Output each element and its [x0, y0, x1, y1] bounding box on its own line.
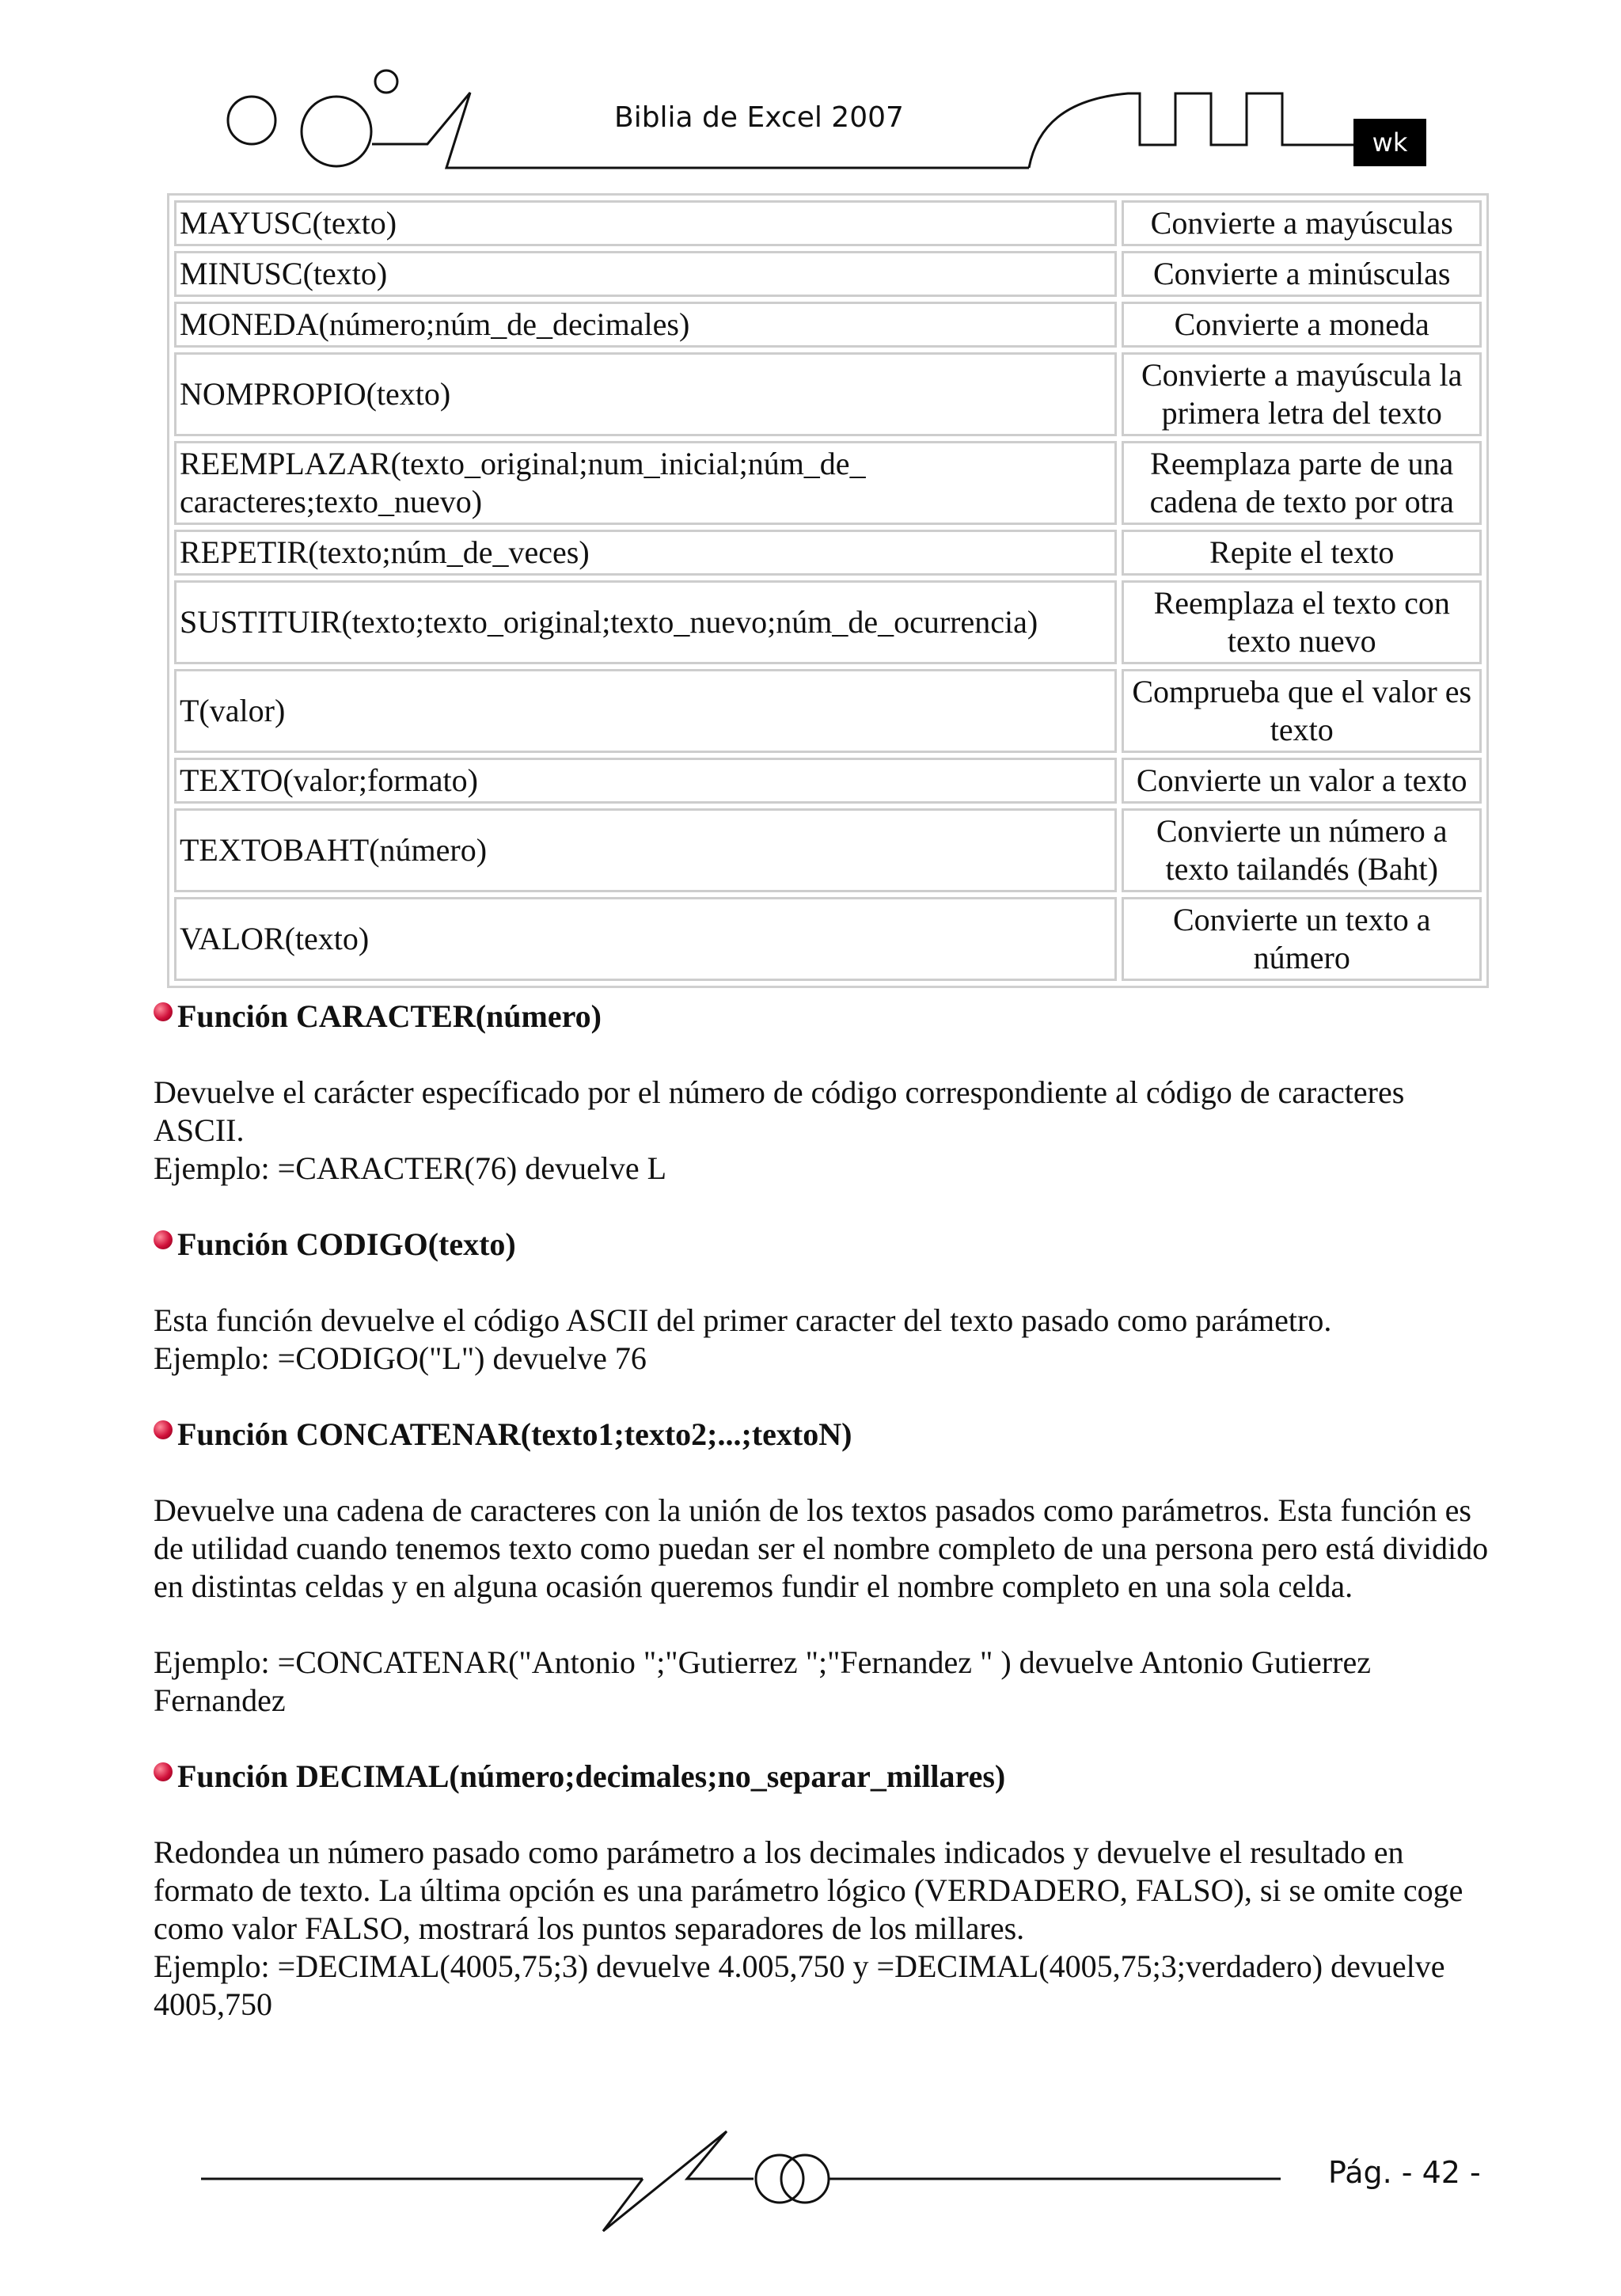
red-bullet-icon	[154, 1762, 173, 1781]
table-row	[174, 530, 1482, 576]
function-name-cell: REEMPLAZAR(texto_original;num_inicial;núm_de_ caracteres;texto_nuevo)	[174, 441, 1117, 525]
section-heading-text: Función CONCATENAR(texto1;texto2;...;textoN)	[177, 1416, 852, 1452]
table-row	[174, 302, 1482, 348]
function-description-cell: Convierte a moneda	[1122, 302, 1482, 348]
section-description: Esta función devuelve el código ASCII del primer caracter del texto pasado como parámetro.	[154, 1302, 1332, 1338]
function-description-cell: Convierte un texto a número	[1122, 897, 1482, 981]
section-codigo	[154, 1226, 1499, 1378]
function-description-cell: Convierte a mayúsculas	[1122, 200, 1482, 246]
table-row	[174, 441, 1482, 525]
function-name-cell: T(valor)	[174, 669, 1117, 753]
section-description: Devuelve una cadena de caracteres con la unión de los textos pasados como parámetros. Esta función es de utilidad cuando tenemos texto como puedan ser el nombre completo de una persona pero está dividido en distintas celdas y en alguna ocasión queremos fundir el nombre completo en una sola celda.	[154, 1492, 1489, 1604]
page-number: Pág. - 42 -	[1328, 2155, 1481, 2190]
functions-table	[167, 193, 1489, 988]
section-example: Ejemplo: =DECIMAL(4005,75;3) devuelve 4.005,750 y =DECIMAL(4005,75;3;verdadero) devuelve 4005,750	[154, 1948, 1445, 2022]
function-description-cell: Convierte un número a texto tailandés (Baht)	[1122, 808, 1482, 892]
table-row	[174, 808, 1482, 892]
function-description-cell: Convierte a mayúscula la primera letra del texto	[1122, 352, 1482, 436]
section-heading-text: Función DECIMAL(número;decimales;no_separar_millares)	[177, 1758, 1006, 1794]
section-heading-text: Función CODIGO(texto)	[177, 1226, 516, 1262]
function-description-cell: Reemplaza parte de una cadena de texto por otra	[1122, 441, 1482, 525]
section-example: Ejemplo: =CARACTER(76) devuelve L	[154, 1150, 667, 1186]
table-row	[174, 352, 1482, 436]
section-example: Ejemplo: =CONCATENAR("Antonio ";"Gutierrez ";"Fernandez " ) devuelve Antonio Gutierrez Fernandez	[154, 1644, 1371, 1718]
function-name-cell: MONEDA(número;núm_de_decimales)	[174, 302, 1117, 348]
function-name-cell: SUSTITUIR(texto;texto_original;texto_nuevo;núm_de_ocurrencia)	[174, 580, 1117, 664]
function-name-cell: TEXTOBAHT(número)	[174, 808, 1117, 892]
table-row	[174, 251, 1482, 297]
section-description: Devuelve el carácter específicado por el número de código correspondiente al código de caracteres ASCII.	[154, 1074, 1405, 1148]
function-description-cell: Convierte un valor a texto	[1122, 758, 1482, 804]
function-description-cell: Reemplaza el texto con texto nuevo	[1122, 580, 1482, 664]
function-description-cell: Convierte a minúsculas	[1122, 251, 1482, 297]
table-row	[174, 580, 1482, 664]
section-heading	[154, 1226, 1499, 1264]
section-heading	[154, 998, 1499, 1036]
section-caracter	[154, 998, 1499, 1188]
content-area	[154, 998, 1499, 2062]
table-row	[174, 897, 1482, 981]
function-name-cell: NOMPROPIO(texto)	[174, 352, 1117, 436]
section-decimal	[154, 1758, 1499, 2024]
table-row	[174, 200, 1482, 246]
section-heading	[154, 1416, 1499, 1454]
section-heading	[154, 1758, 1499, 1796]
wk-logo-badge: wk	[1353, 119, 1426, 166]
function-name-cell: MAYUSC(texto)	[174, 200, 1117, 246]
section-concatenar	[154, 1416, 1499, 1720]
table-row	[174, 669, 1482, 753]
section-description: Redondea un número pasado como parámetro a los decimales indicados y devuelve el resultado en formato de texto. La última opción es una parámetro lógico (VERDADERO, FALSO), si se omite coge como valor FALSO, mostrará los puntos separadores de los millares.	[154, 1834, 1463, 1946]
function-name-cell: TEXTO(valor;formato)	[174, 758, 1117, 804]
function-name-cell: VALOR(texto)	[174, 897, 1117, 981]
section-example: Ejemplo: =CODIGO("L") devuelve 76	[154, 1340, 647, 1376]
function-name-cell: MINUSC(texto)	[174, 251, 1117, 297]
red-bullet-icon	[154, 1230, 173, 1249]
function-description-cell: Comprueba que el valor es texto	[1122, 669, 1482, 753]
header-title: Biblia de Excel 2007	[614, 101, 904, 134]
section-heading-text: Función CARACTER(número)	[177, 998, 602, 1034]
red-bullet-icon	[154, 1420, 173, 1439]
table-row	[174, 758, 1482, 804]
function-name-cell: REPETIR(texto;núm_de_veces)	[174, 530, 1117, 576]
red-bullet-icon	[154, 1002, 173, 1021]
function-description-cell: Repite el texto	[1122, 530, 1482, 576]
